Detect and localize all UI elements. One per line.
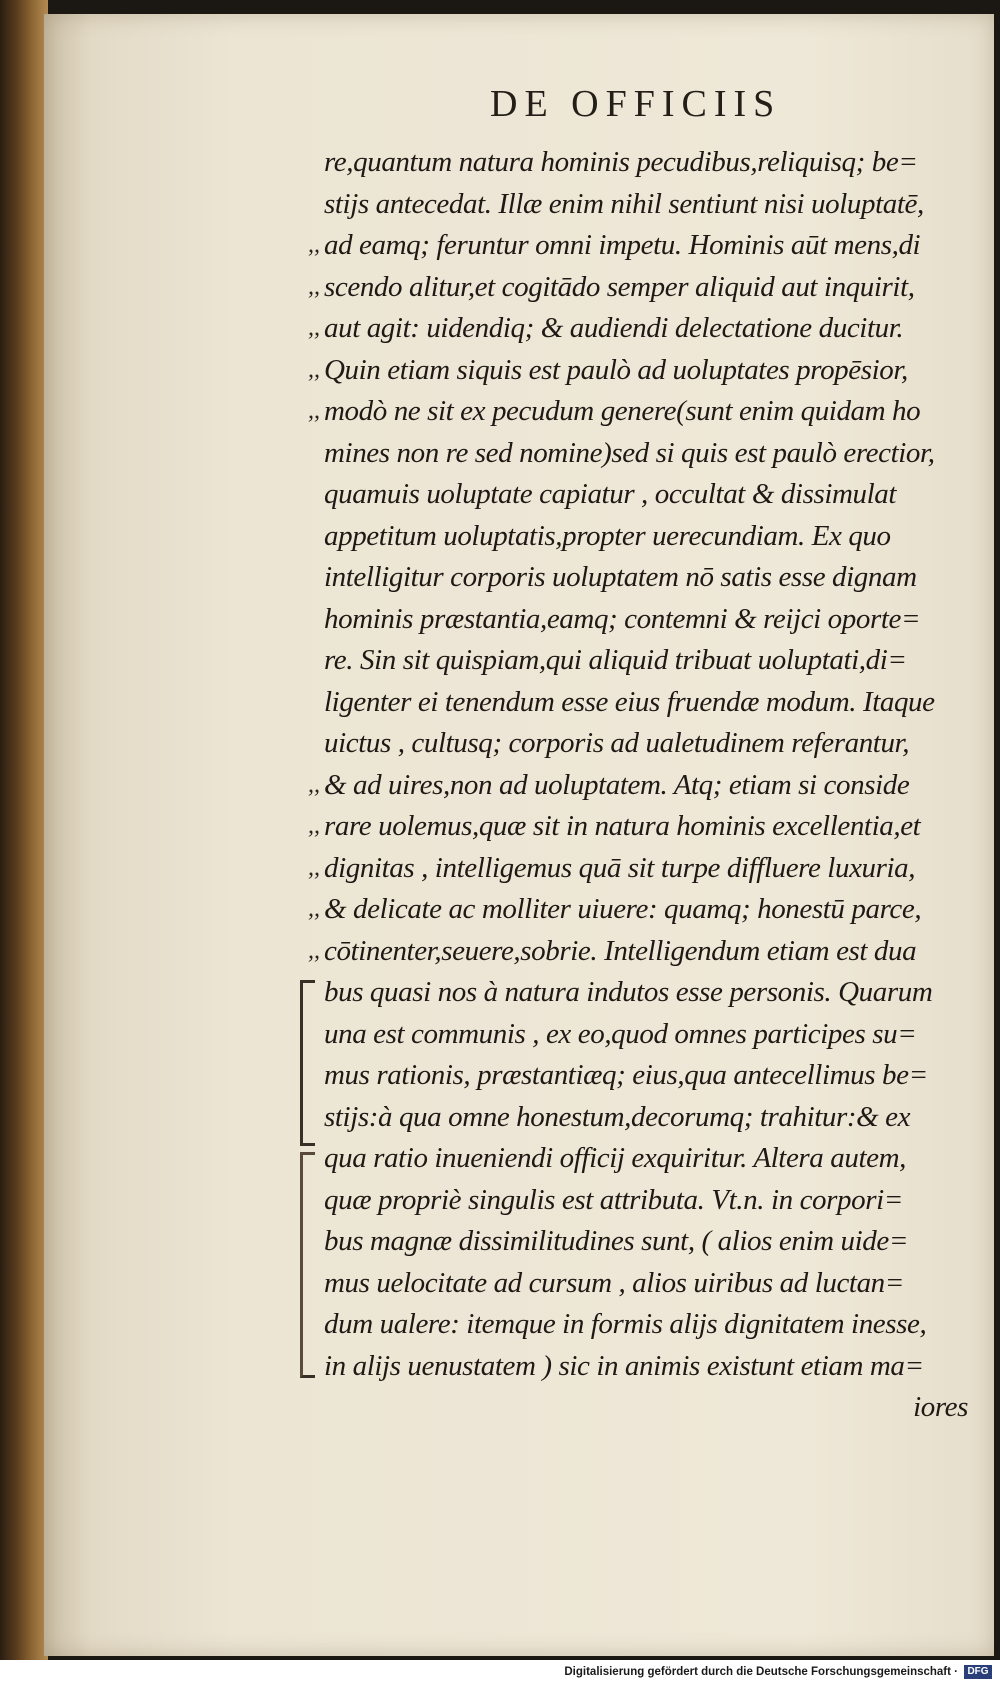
text-line: bus quasi nos à natura indutos esse personis. Quarum xyxy=(324,976,933,1008)
margin-mark xyxy=(270,557,320,599)
text-line: aut agit: uidendiq; & audiendi delectatione ducitur. xyxy=(324,312,904,344)
text-line: quæ propriè singulis est attributa. Vt.n. in corpori= xyxy=(324,1183,903,1216)
text-line: ad eamq; feruntur omni impetu. Hominis aūt mens,di xyxy=(324,229,921,261)
text-line: dignitas , intelligemus quā sit turpe diffluere luxuria, xyxy=(324,851,916,884)
text-line: rare uolemus,quæ sit in natura hominis excellentia,et xyxy=(324,810,921,842)
margin-mark xyxy=(270,1387,320,1429)
margin-mark: ,, xyxy=(308,937,320,964)
running-head: DE OFFICIIS xyxy=(490,83,782,125)
text-line: & delicate ac molliter uiuere: quamq; honestū parce, xyxy=(324,893,922,925)
text-line: appetitum uoluptatis,propter uerecundiam. Ex quo xyxy=(324,519,891,552)
margin-mark: ,, xyxy=(308,896,320,922)
dfg-logo: DFG xyxy=(964,1665,992,1679)
margin-mark xyxy=(270,142,320,184)
text-line: Quin etiam siquis est paulò ad uoluptates propēsior, xyxy=(324,353,908,386)
text-line: qua ratio inueniendi officij exquiritur. Altera autem, xyxy=(324,1142,906,1174)
text-line: bus magnæ dissimilitudines sunt, ( alios enim uide= xyxy=(324,1225,909,1257)
margin-mark: ,, xyxy=(308,771,320,798)
text-line: mus rationis, præstantiæq; eius,qua antecellimus be= xyxy=(324,1059,928,1091)
text-line: dum ualere: itemque in formis alijs dignitatem inesse, xyxy=(324,1308,927,1340)
text-line: re. Sin sit quispiam,qui aliquid tribuat uoluptati,di= xyxy=(324,644,907,676)
margin-mark xyxy=(270,474,320,516)
body-text xyxy=(324,142,974,1429)
margin-mark xyxy=(270,184,320,226)
margin-mark: ,, xyxy=(308,854,320,881)
margin-mark xyxy=(270,599,320,641)
text-line: scendo alitur,et cogitādo semper aliquid aut inquirit, xyxy=(324,270,915,303)
text-line: quamuis uoluptate capiatur , occultat & dissimulat xyxy=(324,478,897,510)
text-line: uictus , cultusq; corporis ad ualetudinem referantur, xyxy=(324,727,910,759)
margin-mark: ,, xyxy=(308,356,320,383)
margin-mark xyxy=(270,682,320,724)
text-line: cōtinenter,seuere,sobrie. Intelligendum etiam est dua xyxy=(324,934,917,967)
margin-mark xyxy=(270,516,320,558)
digitization-credit: Digitalisierung gefördert durch die Deutsche Forschungsgemeinschaft · xyxy=(564,1666,958,1678)
margin-mark xyxy=(270,640,320,682)
margin-mark: ,, xyxy=(308,232,320,258)
text-line: re,quantum natura hominis pecudibus,reliquisq; be= xyxy=(324,146,918,178)
text-line: stijs antecedat. Illæ enim nihil sentiunt nisi uoluptatē, xyxy=(324,187,924,220)
text-line: intelligitur corporis uoluptatem nō satis esse dignam xyxy=(324,561,917,593)
text-line: modò ne sit ex pecudum genere(sunt enim quidam ho xyxy=(324,395,921,427)
text-line: una est communis , ex eo,quod omnes participes su= xyxy=(324,1017,917,1050)
margin-mark: ,, xyxy=(308,813,320,839)
text-line: & ad uires,non ad uoluptatem. Atq; etiam si conside xyxy=(324,768,910,801)
marginal-bracket-bottom xyxy=(300,1152,315,1378)
margin-mark: ,, xyxy=(308,273,320,300)
marginal-bracket-top xyxy=(300,980,315,1146)
text-line: iores xyxy=(913,1391,968,1423)
margin-mark xyxy=(270,723,320,765)
text-line: mus uelocitate ad cursum , alios uiribus ad luctan= xyxy=(324,1266,904,1299)
text-line: in alijs uenustatem ) sic in animis existunt etiam ma= xyxy=(324,1349,924,1382)
text-line: ligenter ei tenendum esse eius fruendæ modum. Itaque xyxy=(324,685,935,718)
margin-mark xyxy=(270,433,320,475)
margin-mark: ,, xyxy=(308,315,320,341)
book-spine-edge xyxy=(0,0,48,1688)
text-line: stijs:à qua omne honestum,decorumq; trahitur:& ex xyxy=(324,1100,911,1133)
text-line: mines non re sed nomine)sed si quis est paulò erectior, xyxy=(324,436,935,469)
margin-mark: ,, xyxy=(308,398,320,424)
text-line: hominis præstantia,eamq; contemni & reijci oporte= xyxy=(324,602,921,635)
